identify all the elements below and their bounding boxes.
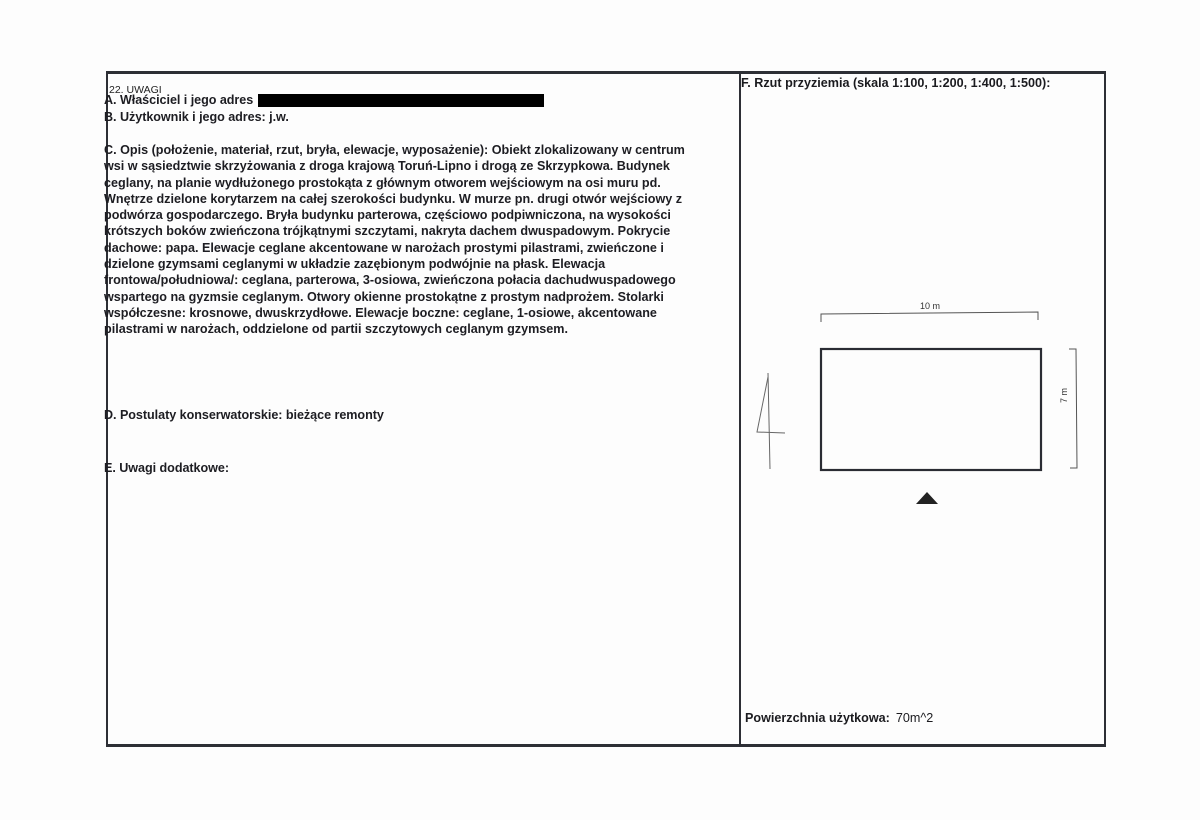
description-line: podwórza gospodarczego. Bryła budynku parterowa, częściowo podpiwniczona, na wysokości	[104, 208, 671, 223]
usable-area-label: Powierzchnia użytkowa:	[745, 711, 890, 725]
description-line: frontowa/południowa/: ceglana, parterowa, 3-osiowa, zwieńczona połacia dachudwuspadowego	[104, 273, 676, 288]
description-line: wspartego na gyzmsie ceglanym. Otwory okienne prostokątne z prostym nadprożem. Stolarki	[104, 289, 664, 304]
entrance-triangle-icon	[916, 492, 938, 504]
description-line: współczesne: krosnowe, dwuskrzydłowe. Elewacje boczne: ceglane, 1-osiowe, akcentowane	[104, 305, 657, 320]
usable-area-row	[745, 711, 933, 725]
usable-area-value: 70m^2	[895, 711, 934, 725]
additional-notes-label: E. Uwagi dodatkowe:	[104, 461, 230, 475]
floor-plan-drawing	[741, 73, 1106, 745]
building-outline	[821, 349, 1041, 470]
remarks-panel	[104, 79, 740, 739]
description-line: dachowe: papa. Elewacje ceglane akcentowane w narożach prostymi pilastrami, zwieńczone i	[104, 240, 664, 255]
width-dimension-line	[821, 312, 1038, 322]
height-dimension-label: 7 m	[1059, 387, 1069, 403]
floor-plan-panel	[741, 73, 1106, 745]
description-line: C. Opis (położenie, materiał, rzut, bryła, elewacje, wyposażenie): Obiekt zlokalizowany w centrum	[104, 143, 685, 157]
north-arrow-icon	[757, 373, 785, 469]
floor-plan-title: F. Rzut przyziemia (skala 1:100, 1:200, 1:400, 1:500):	[741, 76, 1051, 90]
height-dimension-line	[1069, 349, 1077, 468]
description-block	[104, 142, 740, 338]
description-line: ceglany, na planie wydłużonego prostokąta z głównym otworem wejściowym na osi muru pd.	[104, 175, 661, 190]
section-number: 22. UWAGI	[109, 84, 162, 96]
description-line: krótszych boków zwieńczona trójkątnymi szczytami, nakryta dachem dwuspadowym. Pokrycie	[104, 224, 671, 239]
description-line: Wnętrze dzielone korytarzem na całej szerokości budynku. W murze pn. drugi otwór wejściowy z	[104, 191, 683, 206]
description-line: dzielone gzymsami ceglanymi w układzie zazębionym podwójnie na płask. Elewacja	[104, 257, 606, 272]
redacted-owner-address	[258, 94, 544, 107]
user-line: B. Użytkownik i jego adres: j.w.	[104, 110, 289, 124]
description-line: pilastrami w narożach, oddzielone od partii szczytowych ceglanym gzymsem.	[104, 322, 568, 337]
width-dimension-label: 10 m	[920, 301, 941, 311]
description-line: wsi w sąsiedztwie skrzyżowania z droga krajową Toruń-Lipno i drogą ze Skrzypkowa. Budynek	[104, 159, 670, 174]
conservation-postulates: D. Postulaty konserwatorskie: bieżące remonty	[104, 408, 384, 422]
owner-label: A. Właściciel i jego adres	[104, 93, 254, 107]
